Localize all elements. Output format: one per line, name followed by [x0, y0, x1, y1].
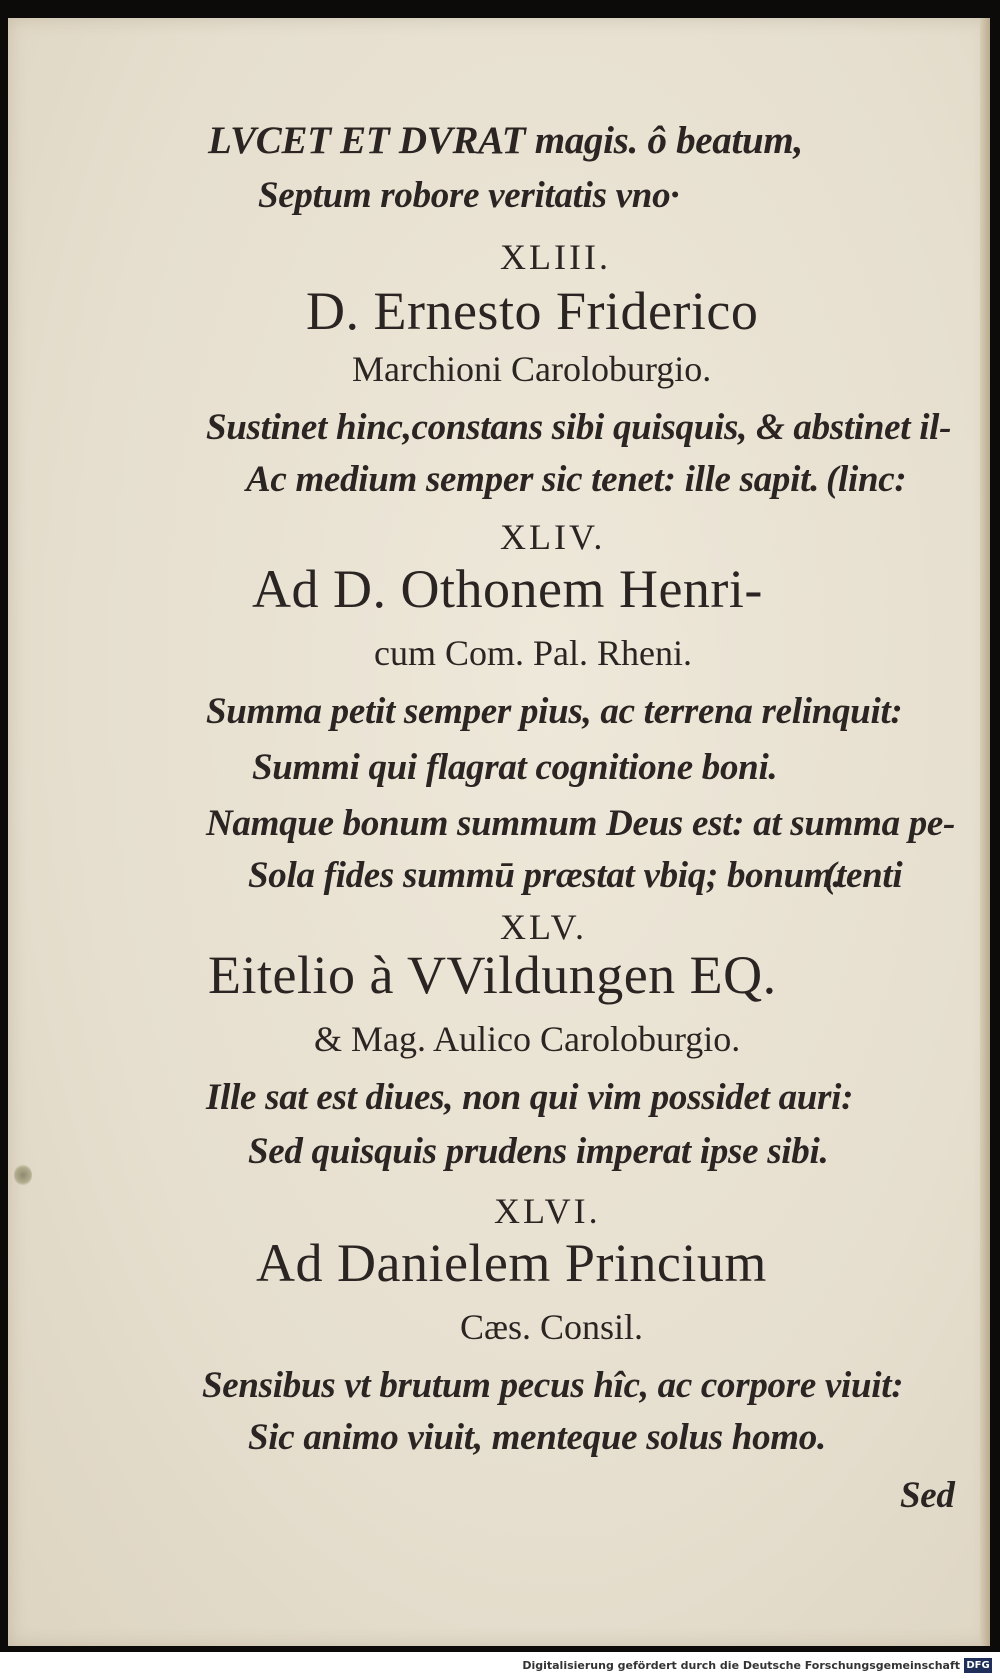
verse-line: Summa petit semper pius, ac terrena relinquit: [206, 691, 903, 732]
verse-carryover: (linc: [826, 459, 907, 500]
verse-line: Sensibus vt brutum pecus hîc, ac corpore viuit: [202, 1365, 904, 1406]
verse-carryover: (tenti [824, 855, 903, 896]
book-page [8, 18, 990, 1646]
epigram-heading: Ad Danielem Princium [256, 1233, 767, 1293]
verse-line: Ac medium semper sic tenet: ille sapit. [246, 459, 820, 500]
epigram-heading: D. Ernesto Friderico [306, 281, 759, 341]
verse-line: Sustinet hinc,constans sibi quisquis, & abstinet il- [206, 407, 952, 448]
epigram-number: XLVI. [494, 1191, 601, 1231]
epigram-subheading: cum Com. Pal. Rheni. [374, 633, 692, 673]
epigram-number: XLIII. [500, 237, 611, 277]
verse-line: Septum robore veritatis vno· [258, 175, 680, 216]
verse-line: Sic animo viuit, menteque solus homo. [248, 1417, 826, 1458]
page-text [8, 18, 990, 1646]
epigram-number: XLIV. [500, 517, 606, 557]
epigram-subheading: Cæs. Consil. [460, 1307, 644, 1347]
verse-line: Summi qui flagrat cognitione boni. [252, 747, 778, 788]
epigram-heading: Eitelio à VVildungen EQ. [208, 945, 777, 1005]
footer-bar [0, 1652, 1000, 1680]
epigram-subheading: & Mag. Aulico Caroloburgio. [314, 1019, 741, 1059]
verse-line: Sed quisquis prudens imperat ipse sibi. [248, 1131, 829, 1172]
epigram-heading: Ad D. Othonem Henri- [252, 559, 763, 619]
verse-line: Ille sat est diues, non qui vim possidet auri: [206, 1077, 854, 1118]
verse-line: Namque bonum summum Deus est: at summa pe- [206, 803, 956, 844]
catchword: Sed [900, 1475, 955, 1516]
dfg-logo: DFG [964, 1658, 992, 1673]
digitization-credit: Digitalisierung gefördert durch die Deutsche Forschungsgemeinschaft [522, 1659, 960, 1672]
verse-line: Sola fides summū præstat vbiq; bonum. [248, 855, 842, 896]
epigram-subheading: Marchioni Caroloburgio. [352, 349, 712, 389]
verse-line: LVCET ET DVRAT magis. ô beatum, [208, 119, 803, 162]
epigram-number: XLV. [500, 907, 588, 947]
